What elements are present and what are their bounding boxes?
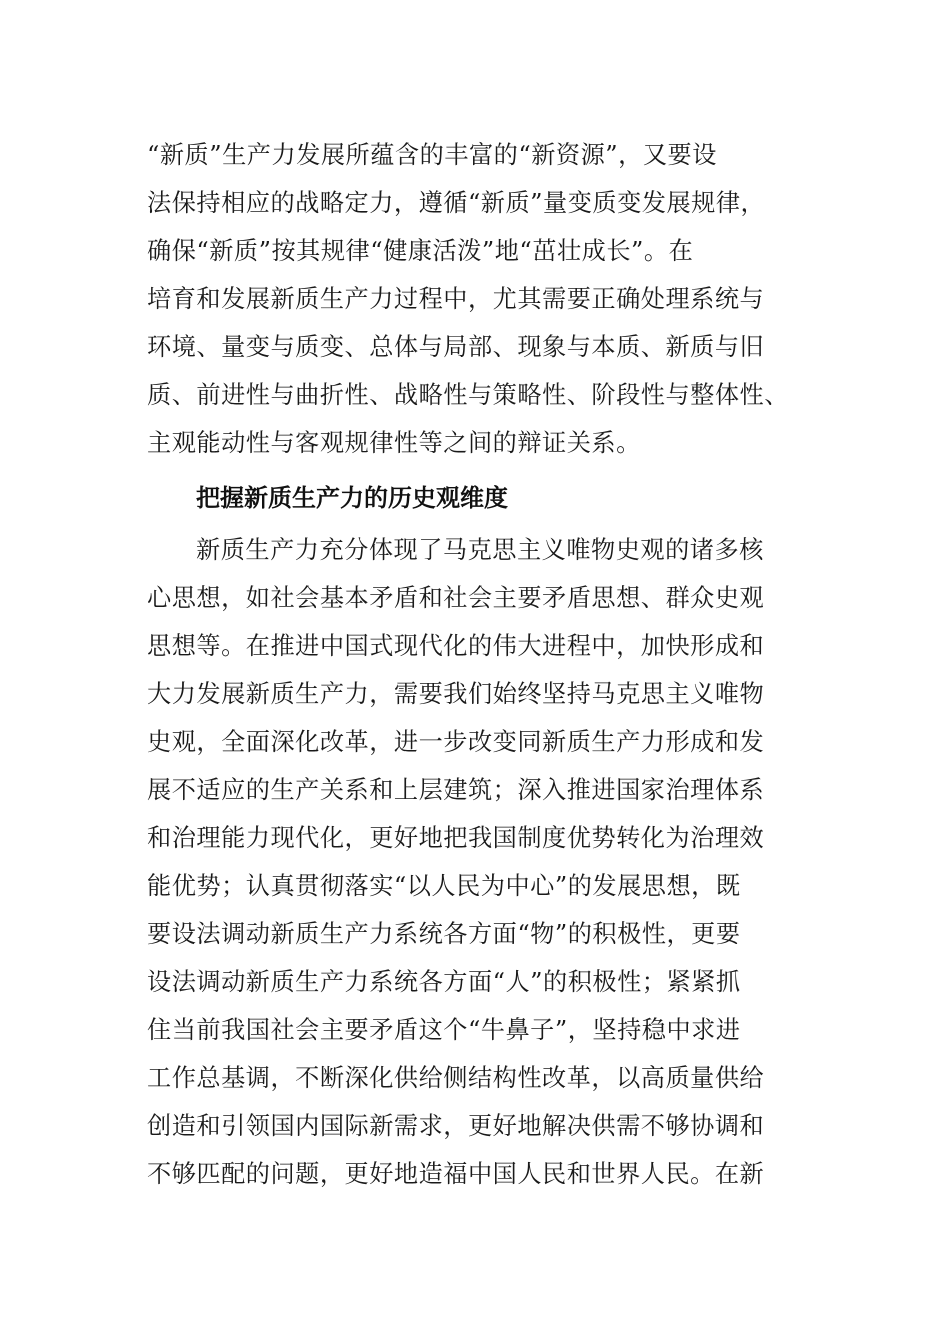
paragraph-line: 环境、量变与质变、总体与局部、现象与本质、新质与旧 — [147, 333, 765, 361]
paragraph-line: 史观，全面深化改革，进一步改变同新质生产力形成和发 — [147, 728, 765, 756]
paragraph-line: 法保持相应的战略定力，遵循“新质”量变质变发展规律， — [147, 189, 766, 217]
paragraph-line: 工作总基调，不断深化供给侧结构性改革，以高质量供给 — [147, 1064, 765, 1092]
section-heading: 把握新质生产力的历史观维度 — [196, 484, 508, 512]
paragraph-line: 主观能动性与客观规律性等之间的辩证关系。 — [147, 429, 641, 457]
paragraph-line: 培育和发展新质生产力过程中，尤其需要正确处理系统与 — [147, 285, 765, 313]
paragraph-line: 展不适应的生产关系和上层建筑；深入推进国家治理体系 — [147, 776, 765, 804]
paragraph-line: 能优势；认真贯彻落实“以人民为中心”的发展思想，既 — [147, 872, 741, 900]
paragraph-line: 设法调动新质生产力系统各方面“人”的积极性；紧紧抓 — [147, 968, 741, 996]
paragraph-line: 创造和引领国内国际新需求，更好地解决供需不够协调和 — [147, 1112, 765, 1140]
paragraph-line: 不够匹配的问题，更好地造福中国人民和世界人民。在新 — [147, 1160, 765, 1188]
paragraph-line: 大力发展新质生产力，需要我们始终坚持马克思主义唯物 — [147, 680, 765, 708]
paragraph-line: 心思想，如社会基本矛盾和社会主要矛盾思想、群众史观 — [147, 584, 765, 612]
paragraph-line: 新质生产力充分体现了马克思主义唯物史观的诸多核 — [196, 536, 764, 564]
paragraph-line: “新质”生产力发展所蕴含的丰富的“新资源”，又要设 — [147, 141, 717, 169]
paragraph-line: 确保“新质”按其规律“健康活泼”地“茁壮成长”。在 — [147, 237, 694, 265]
paragraph-line: 要设法调动新质生产力系统各方面“物”的积极性，更要 — [147, 920, 741, 948]
paragraph-line: 质、前进性与曲折性、战略性与策略性、阶段性与整体性、 — [147, 381, 789, 409]
paragraph-line: 思想等。在推进中国式现代化的伟大进程中，加快形成和 — [147, 632, 765, 660]
paragraph-line: 住当前我国社会主要矛盾这个“牛鼻子”，坚持稳中求进 — [147, 1016, 741, 1044]
paragraph-line: 和治理能力现代化，更好地把我国制度优势转化为治理效 — [147, 824, 765, 852]
